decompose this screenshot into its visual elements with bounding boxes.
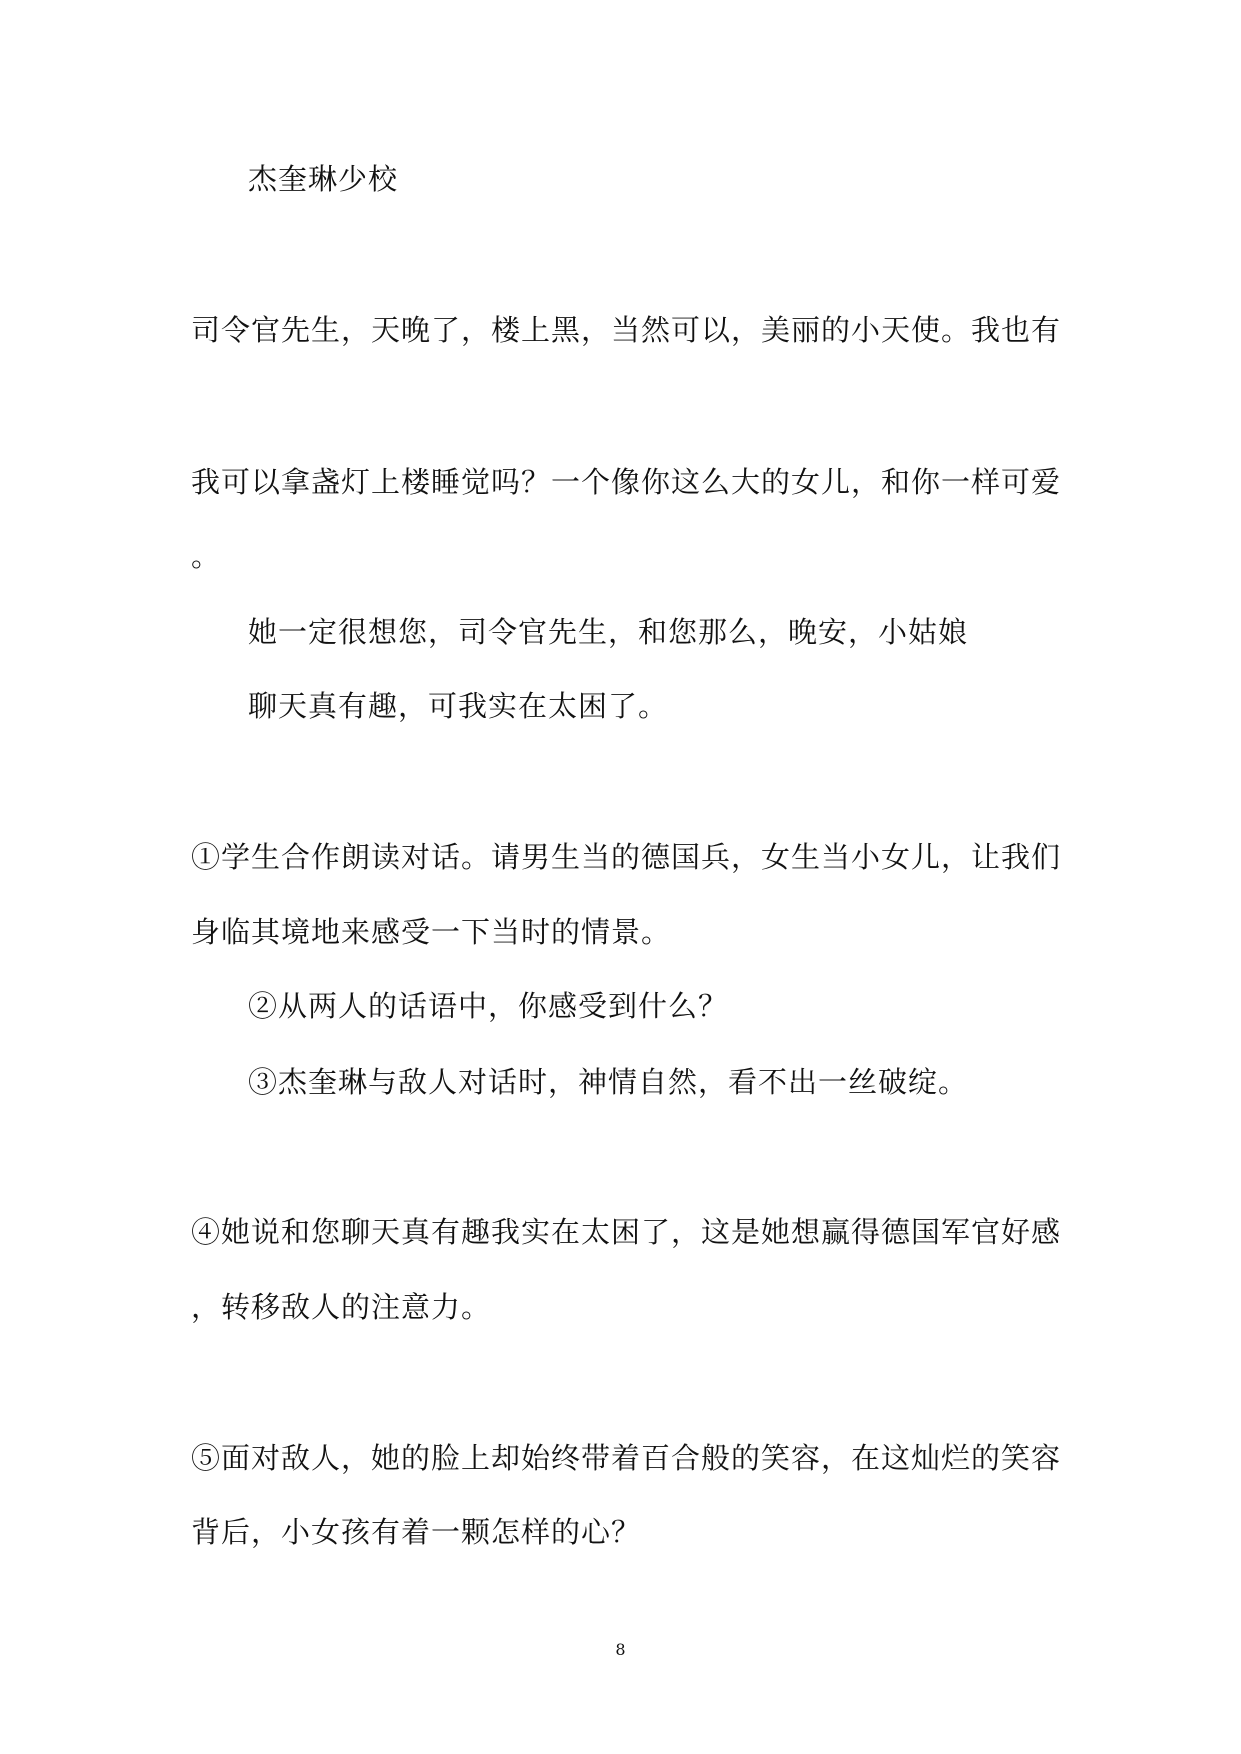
text-line: ④她说和您聊天真有趣我实在太困了，这是她想赢得德国军官好感: [191, 1215, 1062, 1249]
text-line: 我可以拿盏灯上楼睡觉吗？一个像你这么大的女儿，和你一样可爱: [191, 465, 1062, 499]
text-line: 。: [191, 539, 222, 573]
text-line: 背后，小女孩有着一颗怎样的心？: [191, 1515, 642, 1549]
text-line: ，转移敌人的注意力。: [191, 1290, 492, 1324]
text-line: 她一定很想您，司令官先生，和您那么，晚安，小姑娘: [248, 615, 969, 649]
text-line: ⑤面对敌人，她的脸上却始终带着百合般的笑容，在这灿烂的笑容: [191, 1441, 1062, 1475]
text-line: 司令官先生，天晚了，楼上黑，当然可以，美丽的小天使。我也有: [191, 313, 1062, 347]
text-line: ②从两人的话语中，你感受到什么？: [248, 989, 729, 1023]
text-line: ①学生合作朗读对话。请男生当的德国兵，女生当小女儿，让我们: [191, 840, 1062, 874]
text-line: 聊天真有趣，可我实在太困了。: [248, 689, 669, 723]
text-line-heading: 杰奎琳少校: [248, 162, 399, 196]
page-number: 8: [615, 1640, 626, 1659]
text-line: ③杰奎琳与敌人对话时，神情自然，看不出一丝破绽。: [248, 1065, 969, 1099]
text-line: 身临其境地来感受一下当时的情景。: [191, 915, 672, 949]
